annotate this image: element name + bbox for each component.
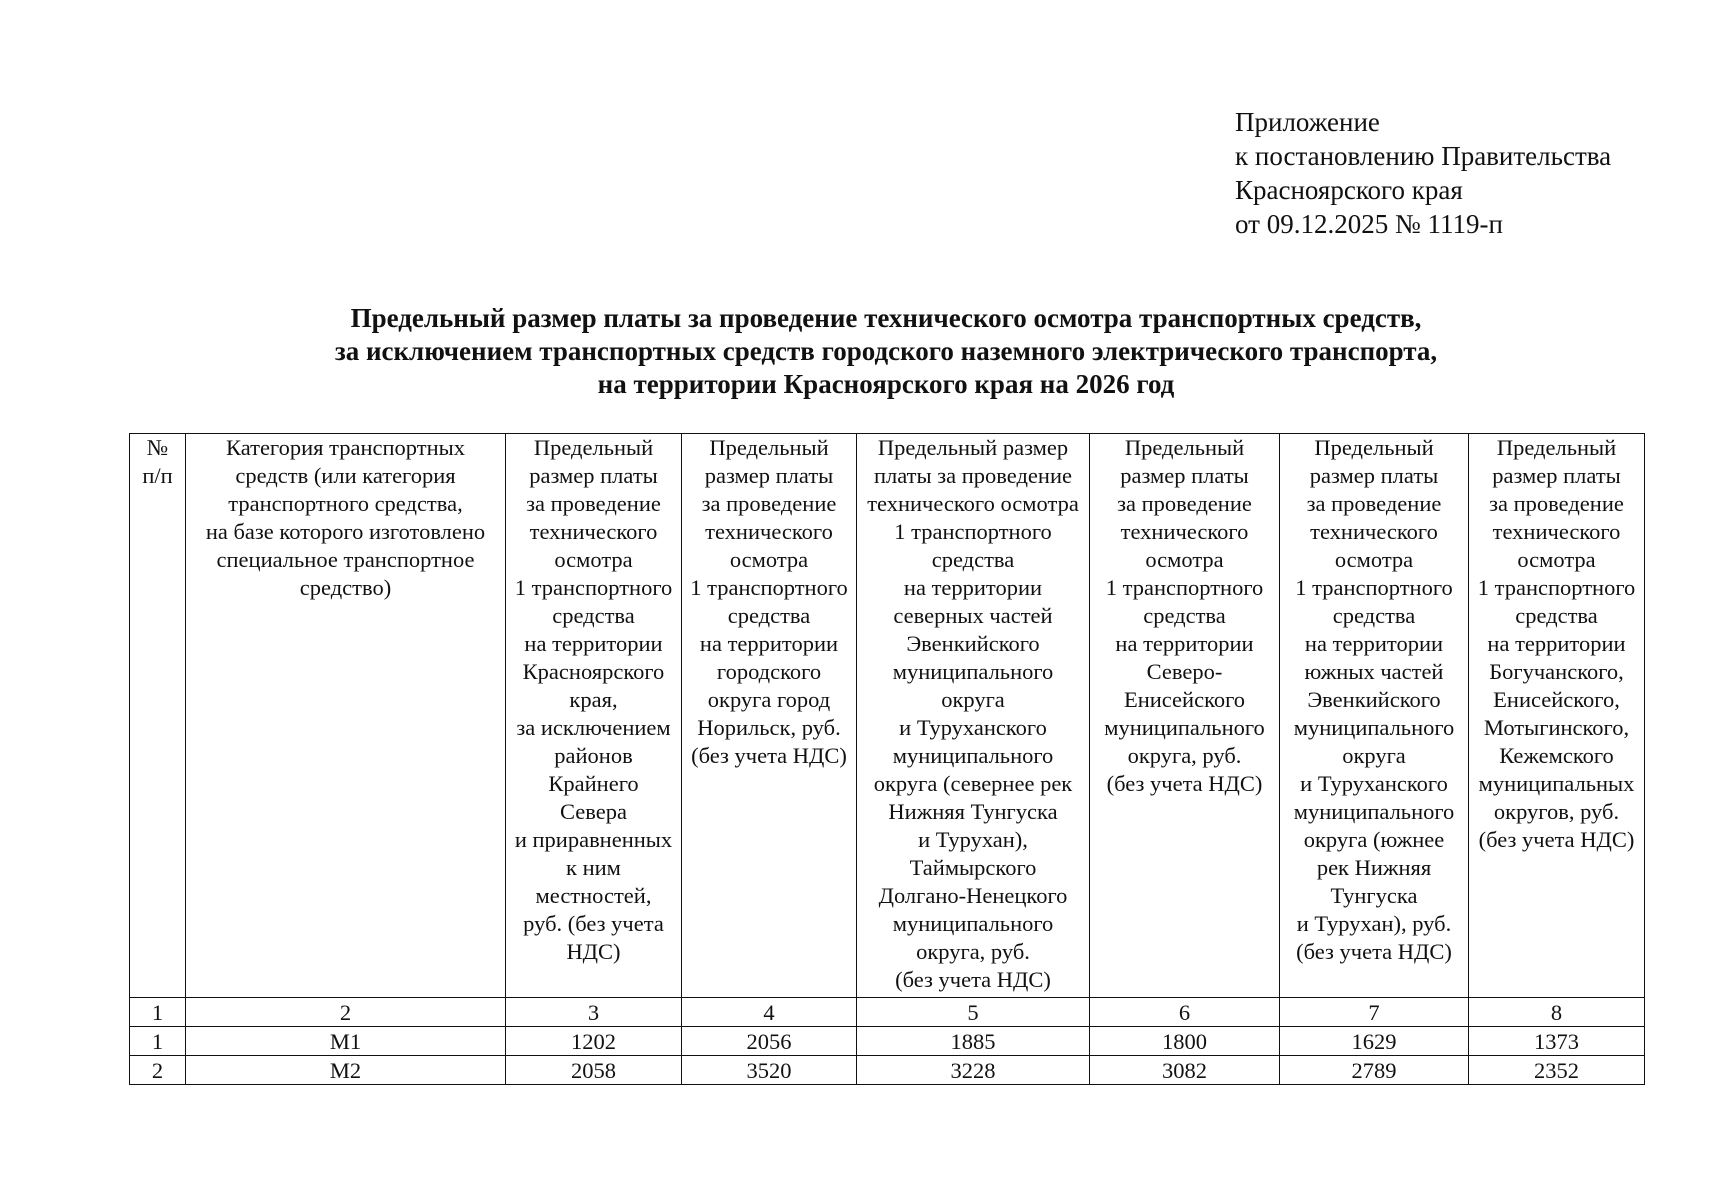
column-number: 1 (130, 998, 186, 1027)
header-line: округа (севернее рек (873, 771, 1073, 796)
header-line: на территории (1304, 631, 1444, 656)
fee-cell: 1202 (506, 1027, 682, 1056)
header-line: городского (716, 659, 822, 684)
header-line: и Турухан), руб. (1296, 911, 1452, 936)
header-cell-krasnoyarsk (506, 434, 682, 998)
header-line: осмотра (1517, 547, 1596, 572)
header-line: 1 транспортного (690, 575, 848, 600)
header-cell-severo-yeniseysky (1090, 434, 1280, 998)
column-number: 5 (857, 998, 1090, 1027)
table-row (130, 1056, 1645, 1085)
appendix-line: от 09.12.2025 № 1119-п (1235, 209, 1503, 239)
header-line: северных частей (893, 603, 1053, 628)
header-cell-category (186, 434, 506, 998)
header-line: за проведение (1306, 491, 1442, 516)
header-line: округа (1342, 743, 1406, 768)
header-line: округа, руб. (1127, 743, 1242, 768)
header-line: и Туруханского (1300, 771, 1448, 796)
fee-cell: 3082 (1090, 1056, 1280, 1085)
document-title (0, 302, 1722, 401)
header-line: за проведение (1117, 491, 1252, 516)
header-line: южных частей (1304, 659, 1444, 684)
header-line: Категория транспортных (226, 435, 465, 460)
header-line: Долгано-Ненецкого (878, 883, 1068, 908)
header-line: технического (705, 519, 833, 544)
table-row (130, 1027, 1645, 1056)
header-line: за проведение (701, 491, 837, 516)
header-line: Предельный (1124, 435, 1245, 460)
category-cell: М1 (186, 1027, 506, 1056)
header-line: НДС) (566, 939, 621, 964)
fee-cell: 2352 (1469, 1056, 1645, 1085)
fee-cell: 3228 (857, 1056, 1090, 1085)
column-number: 2 (186, 998, 506, 1027)
header-line: за проведение (526, 491, 661, 516)
header-line: технического осмотра (867, 491, 1079, 516)
header-line: на базе которого изготовлено (205, 519, 486, 544)
header-line: на территории (1115, 631, 1254, 656)
header-line: технического (1120, 519, 1249, 544)
header-line: Эвенкийского (1307, 687, 1441, 712)
title-line: на территории Красноярского края на 2026 год (597, 369, 1175, 399)
header-line: округа (941, 687, 1005, 712)
title-line: Предельный размер платы за проведение технического осмотра транспортных средств, (350, 303, 1422, 333)
header-line: местностей, (535, 883, 652, 908)
header-line: размер платы (704, 463, 834, 488)
header-line: (без учета НДС) (1106, 771, 1263, 796)
header-line: размер платы (1492, 463, 1621, 488)
header-line: размер платы (1120, 463, 1249, 488)
header-line: Предельный (1496, 435, 1617, 460)
fee-cell: 1885 (857, 1027, 1090, 1056)
row-number-cell: 1 (130, 1027, 186, 1056)
header-line: на территории (903, 575, 1043, 600)
header-line: и Туруханского (899, 715, 1047, 740)
header-line: осмотра (729, 547, 809, 572)
header-line: Предельный (709, 435, 829, 460)
column-number-row (130, 998, 1645, 1027)
fee-cell: 3520 (682, 1056, 857, 1085)
header-cell-north-evenki-taimyr (857, 434, 1090, 998)
header-line: Севера (560, 799, 627, 824)
header-line: Красноярского (522, 659, 665, 684)
header-line: технического (529, 519, 658, 544)
header-line: средства (1332, 603, 1416, 628)
header-line: Крайнего (548, 771, 639, 796)
header-line: средств (или категория (235, 463, 456, 488)
header-line: осмотра (1145, 547, 1224, 572)
column-number: 3 (506, 998, 682, 1027)
table-header-row (130, 434, 1645, 998)
fee-table (129, 433, 1645, 1085)
header-line: средства (1515, 603, 1598, 628)
header-line: муниципального (892, 743, 1054, 768)
appendix-line: Приложение (1235, 107, 1380, 137)
header-line: на территории (524, 631, 663, 656)
header-line: средство) (299, 575, 392, 600)
header-line: Енисейского (1123, 687, 1246, 712)
header-line: Мотыгинского, (1483, 715, 1630, 740)
header-line: на территории (1487, 631, 1626, 656)
header-line: № (146, 435, 169, 460)
header-line: Нижняя Тунгуска (888, 799, 1058, 824)
header-cell-south-evenki-turukhansk (1280, 434, 1469, 998)
header-line: средства (1143, 603, 1226, 628)
appendix-line: Красноярского края (1235, 175, 1463, 205)
fee-cell: 2789 (1280, 1056, 1469, 1085)
header-line: Таймырского (909, 855, 1037, 880)
header-line: к ним (566, 855, 621, 880)
header-line: 1 транспортного (1105, 575, 1264, 600)
header-line: Кежемского (1499, 743, 1614, 768)
header-line: районов (554, 743, 633, 768)
header-line: осмотра (554, 547, 633, 572)
header-line: платы за проведение (874, 463, 1072, 488)
fee-cell: 2058 (506, 1056, 682, 1085)
header-line: Северо- (1146, 659, 1223, 684)
header-line: округа, руб. (916, 939, 1030, 964)
header-line: технического (1310, 519, 1438, 544)
header-line: муниципальных (1478, 771, 1635, 796)
header-line: средства (931, 547, 1015, 572)
fee-cell: 1629 (1280, 1027, 1469, 1056)
header-cell-norilsk (682, 434, 857, 998)
header-line: 1 транспортного (514, 575, 673, 600)
fee-cell: 1373 (1469, 1027, 1645, 1056)
header-line: муниципального (1293, 799, 1455, 824)
header-line: (без учета НДС) (895, 967, 1051, 992)
appendix-line: к постановлению Правительства (1235, 141, 1612, 171)
header-line: Богучанского, (1489, 659, 1624, 684)
header-line: специальное транспортное (216, 547, 475, 572)
category-cell: М2 (186, 1056, 506, 1085)
header-line: и приравненных (514, 827, 673, 852)
header-line: осмотра (1334, 547, 1414, 572)
header-line: транспортного средства, (228, 491, 463, 516)
header-line: (без учета НДС) (691, 743, 847, 768)
header-line: и Турухан), (918, 827, 1028, 852)
row-number-cell: 2 (130, 1056, 186, 1085)
header-line: 1 транспортного (1295, 575, 1453, 600)
header-cell-boguchany-group (1469, 434, 1645, 998)
header-line: муниципального (1293, 715, 1455, 740)
header-line: Тунгуска (1330, 883, 1418, 908)
header-line: округа город (707, 687, 831, 712)
header-line: средства (727, 603, 811, 628)
header-line: на территории (699, 631, 839, 656)
header-line: размер платы (529, 463, 658, 488)
title-line: за исключением транспортных средств городского наземного электрического транспорта, (334, 336, 1438, 366)
header-cell-number (130, 434, 186, 998)
header-line: муниципального (892, 911, 1054, 936)
header-line: 1 транспортного (1477, 575, 1636, 600)
fee-cell: 2056 (682, 1027, 857, 1056)
header-line: технического (1492, 519, 1621, 544)
header-line: края, (569, 687, 618, 712)
header-line: округов, руб. (1493, 799, 1620, 824)
header-line: (без учета НДС) (1296, 939, 1452, 964)
header-line: Предельный размер (877, 435, 1069, 460)
header-line: Енисейского, (1493, 687, 1620, 712)
header-line: за исключением (516, 715, 671, 740)
header-line: п/п (142, 463, 173, 488)
column-number: 6 (1090, 998, 1280, 1027)
fee-cell: 1800 (1090, 1027, 1280, 1056)
header-line: Норильск, руб. (697, 715, 841, 740)
header-line: 1 транспортного (894, 519, 1052, 544)
column-number: 7 (1280, 998, 1469, 1027)
header-line: Предельный (533, 435, 654, 460)
header-line: рек Нижняя (1316, 855, 1432, 880)
header-line: за проведение (1489, 491, 1624, 516)
header-line: муниципального (892, 659, 1054, 684)
header-line: руб. (без учета (523, 911, 664, 936)
column-number: 8 (1469, 998, 1645, 1027)
header-line: округа (южнее (1303, 827, 1445, 852)
header-line: муниципального (1104, 715, 1265, 740)
header-line: размер платы (1309, 463, 1439, 488)
appendix-block (1235, 105, 1611, 241)
header-line: Эвенкийского (906, 631, 1040, 656)
header-line: Предельный (1314, 435, 1434, 460)
header-line: (без учета НДС) (1478, 827, 1635, 852)
column-number: 4 (682, 998, 857, 1027)
header-line: средства (552, 603, 635, 628)
